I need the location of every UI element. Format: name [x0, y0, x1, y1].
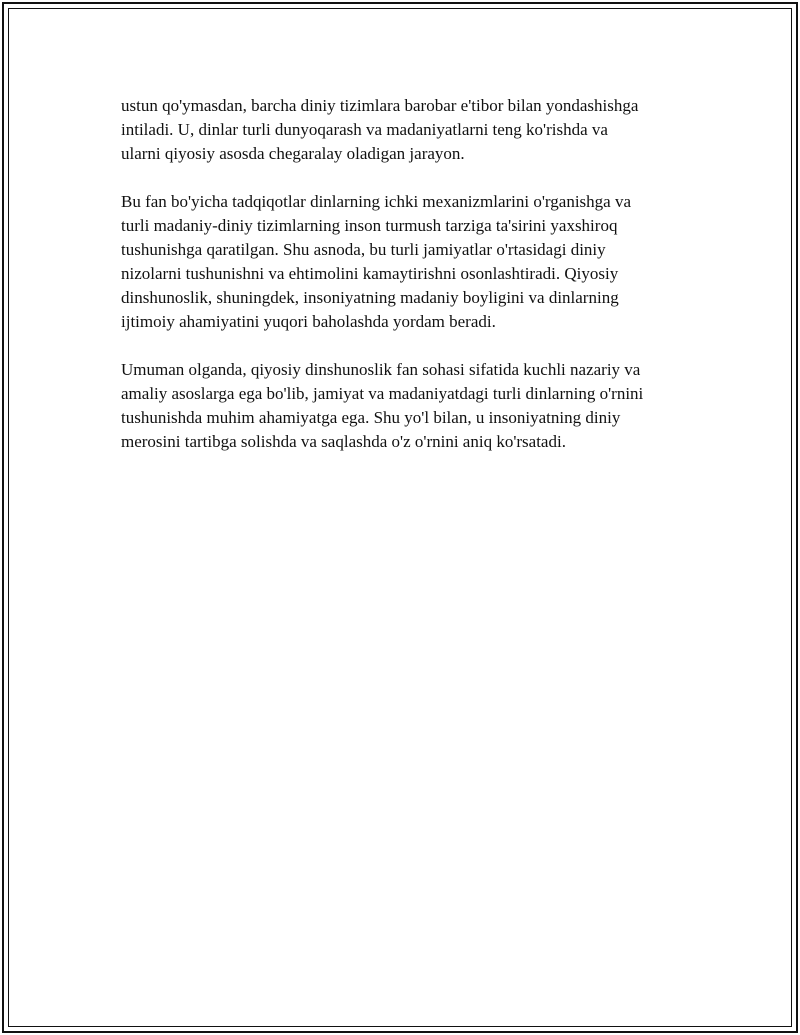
paragraph-1 — [121, 94, 711, 166]
paragraph-line: ijtimoiy ahamiyatini yuqori baholashda yordam beradi. — [121, 312, 496, 331]
paragraph-line: intiladi. U, dinlar turli dunyoqarash va madaniyatlarni teng ko'rishda va — [121, 120, 608, 139]
paragraph-line: turli madaniy-diniy tizimlarning inson turmush tarziga ta'sirini yaxshiroq — [121, 216, 618, 235]
paragraph-line: ularni qiyosiy asosda chegaralay oladigan jarayon. — [121, 144, 465, 163]
document-body — [121, 94, 711, 478]
paragraph-line: Umuman olganda, qiyosiy dinshunoslik fan sohasi sifatida kuchli nazariy va — [121, 360, 641, 379]
paragraph-line: tushunishda muhim ahamiyatga ega. Shu yo'l bilan, u insoniyatning diniy — [121, 408, 621, 427]
paragraph-line: dinshunoslik, shuningdek, insoniyatning madaniy boyligini va dinlarning — [121, 288, 619, 307]
paragraph-3 — [121, 358, 711, 454]
paragraph-line: Bu fan bo'yicha tadqiqotlar dinlarning ichki mexanizmlarini o'rganishga va — [121, 192, 632, 211]
paragraph-line: tushunishga qaratilgan. Shu asnoda, bu turli jamiyatlar o'rtasidagi diniy — [121, 240, 606, 259]
paragraph-line: merosini tartibga solishda va saqlashda o'z o'rnini aniq ko'rsatadi. — [121, 432, 566, 451]
paragraph-line: amaliy asoslarga ega bo'lib, jamiyat va madaniyatdagi turli dinlarning o'rnini — [121, 384, 644, 403]
page-border — [2, 2, 798, 1033]
paragraph-line: ustun qo'ymasdan, barcha diniy tizimlara barobar e'tibor bilan yondashishga — [121, 96, 639, 115]
paragraph-2 — [121, 190, 711, 334]
paragraph-line: nizolarni tushunishni va ehtimolini kamaytirishni osonlashtiradi. Qiyosiy — [121, 264, 619, 283]
